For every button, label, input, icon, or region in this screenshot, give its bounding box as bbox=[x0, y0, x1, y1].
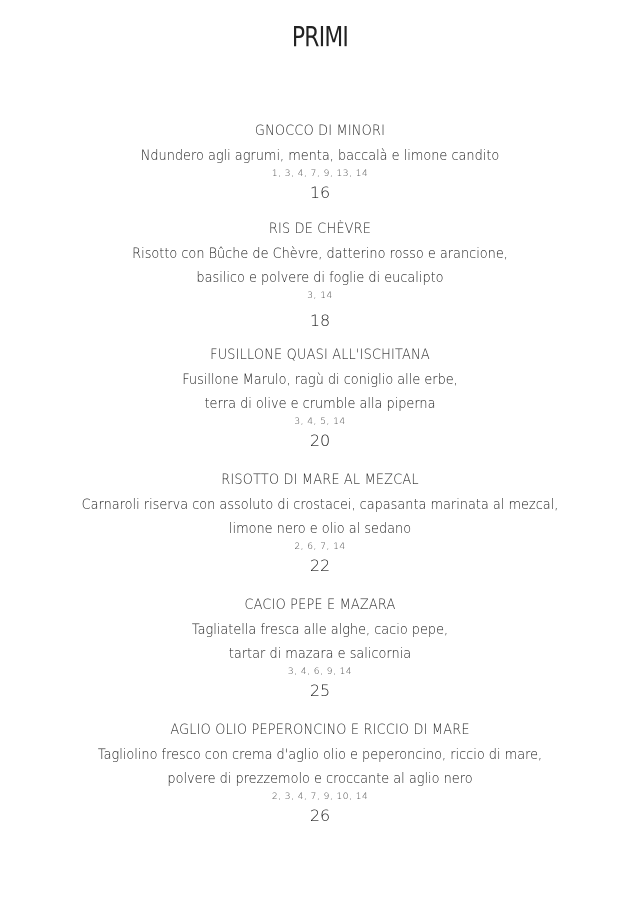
dish-allergens: 3, 4, 5, 14 bbox=[294, 417, 346, 427]
dish-name: RIS DE CHÈVRE bbox=[268, 221, 372, 237]
dish-price: 26 bbox=[309, 806, 331, 825]
dish-name: RISOTTO DI MARE AL MEZCAL bbox=[221, 472, 419, 488]
dish-name: FUSILLONE QUASI ALL'ISCHITANA bbox=[210, 347, 430, 363]
dish-allergens: 2, 3, 4, 7, 9, 10, 14 bbox=[271, 792, 369, 802]
dish-name: GNOCCO DI MINORI bbox=[254, 123, 386, 139]
dish-allergens: 1, 3, 4, 7, 9, 13, 14 bbox=[271, 169, 369, 179]
dish-allergens: 2, 6, 7, 14 bbox=[294, 542, 346, 552]
dish-price: 20 bbox=[309, 431, 331, 450]
dish-description-line: Fusillone Marulo, ragù di coniglio alle erbe, bbox=[182, 372, 458, 388]
dish-price: 16 bbox=[309, 183, 331, 202]
dish-description-line: terra di olive e crumble alla piperna bbox=[204, 396, 436, 412]
dish-description-line: Tagliolino fresco con crema d'aglio olio e peperoncino, riccio di mare, bbox=[97, 747, 543, 763]
dish-name: CACIO PEPE E MAZARA bbox=[244, 597, 396, 613]
dish-description-line: Carnaroli riserva con assoluto di crostacei, capasanta marinata al mezcal, bbox=[81, 497, 559, 513]
dish-ris-de-chevre bbox=[0, 220, 640, 331]
dish-allergens: 3, 4, 6, 9, 14 bbox=[287, 667, 353, 677]
dish-aglio-olio-peperoncino-e-riccio-di-mare bbox=[0, 721, 640, 826]
dish-description-line: basilico e polvere di foglie di eucalipto bbox=[196, 270, 444, 286]
dish-description-line: Tagliatella fresca alle alghe, cacio pepe, bbox=[191, 622, 449, 638]
dish-description-line: Risotto con Bûche de Chèvre, datterino rosso e arancione, bbox=[132, 246, 508, 262]
dish-price: 18 bbox=[309, 311, 331, 330]
dish-price: 25 bbox=[309, 681, 331, 700]
dish-risotto-di-mare-al-mezcal bbox=[0, 471, 640, 576]
dish-description-line: tartar di mazara e salicornia bbox=[228, 646, 412, 662]
dish-description-line: polvere di prezzemolo e croccante al aglio nero bbox=[167, 771, 473, 787]
dish-price: 22 bbox=[309, 556, 331, 575]
dish-description-line: Ndundero agli agrumi, menta, baccalà e limone candito bbox=[140, 148, 500, 164]
dish-cacio-pepe-e-mazara bbox=[0, 596, 640, 701]
dish-fusillone-quasi-allischitana bbox=[0, 346, 640, 451]
dish-allergens: 3, 14 bbox=[307, 291, 333, 301]
dish-description-line: limone nero e olio al sedano bbox=[228, 521, 412, 537]
dish-name: AGLIO OLIO PEPERONCINO E RICCIO DI MARE bbox=[170, 722, 470, 738]
dish-gnocco-di-minori bbox=[0, 122, 640, 203]
section-title: PRIMI bbox=[291, 20, 349, 53]
